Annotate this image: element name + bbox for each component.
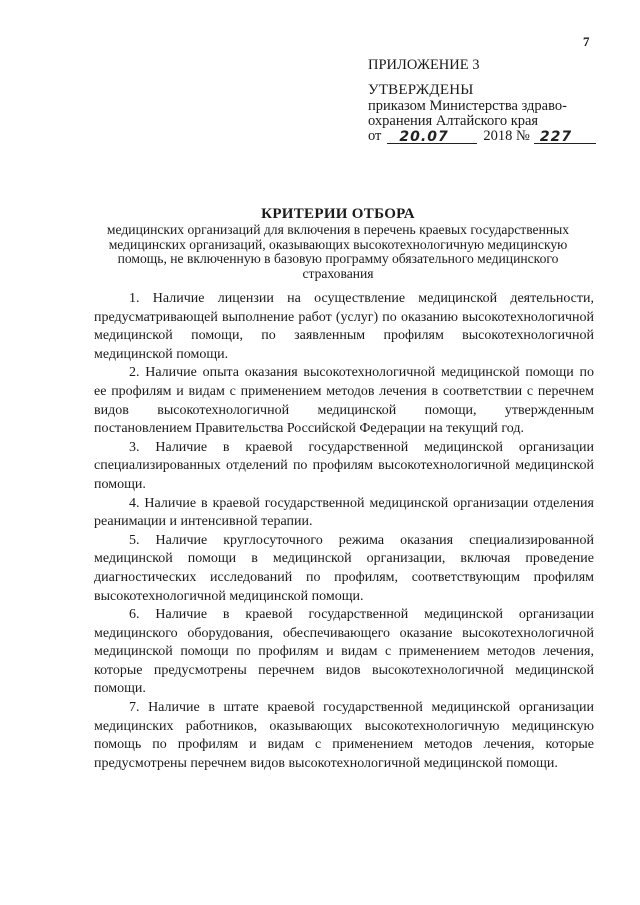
document-subtitle: медицинских организаций для включения в перечень краевых государственных медицинских организаций, оказывающих высокотехнологичную медицинскую помощь, не включенную в базовую программу обязательного медицинского страхования [106, 222, 570, 281]
approval-block [368, 56, 596, 144]
handwritten-date: 20.07 [399, 129, 449, 145]
order-line-2: охранения Алтайского края [368, 113, 539, 129]
date-field [387, 129, 477, 144]
criterion-4: 4. Наличие в краевой государственной медицинской организации отделения реанимации и интенсивной терапии. [94, 495, 594, 530]
document-title: КРИТЕРИИ ОТБОРА [261, 206, 415, 222]
appendix-label: ПРИЛОЖЕНИЕ 3 [368, 57, 480, 73]
order-date-line [368, 129, 596, 144]
handwritten-number: 227 [539, 129, 573, 145]
page-number: 7 [583, 34, 590, 49]
criterion-3: 3. Наличие в краевой государственной медицинской организации специализированных отделений по профилям высокотехнологичной медицинской помощи. [94, 439, 594, 492]
criterion-7: 7. Наличие в штате краевой государственной медицинской организации медицинских работников, оказывающих высокотехнологичную медицинскую помощь по профилям и видам с применением методов лечения, которые предусмотрены перечнем видов высокотехнологичной медицинской помощи. [94, 700, 594, 771]
order-line-1: приказом Министерства здраво- [368, 98, 567, 114]
criteria-list [94, 290, 594, 773]
number-field [534, 129, 596, 144]
criterion-1: 1. Наличие лицензии на осуществление медицинской деятельности, предусматривающей выполнение работ (услуг) по оказанию высокотехнологичной медицинской помощи, по заявленным профилям высокотехнологичной медицинской помощи. [94, 291, 594, 362]
criterion-5: 5. Наличие круглосуточного режима оказания специализированной медицинской помощи в медицинской организации, включая проведение диагностических исследований по профилям, соответствующим профилям высокотехнологичной медицинской помощи. [94, 532, 594, 604]
approved-label: УТВЕРЖДЕНЫ [368, 82, 474, 98]
criterion-2: 2. Наличие опыта оказания высокотехнологичной медицинской помощи по ее профилям и видам с применением методов лечения в соответствии с перечнем видов высокотехнологичной медицинской помощи, утвержденным постановлением Правительства Российской Федерации на текущий год. [94, 365, 594, 437]
criterion-6: 6. Наличие в краевой государственной медицинской организации медицинского оборудования, обеспечивающего оказание высокотехнологичной медицинской помощи по профилям и видам с применением методов лечения, которые предусмотрены перечнем видов высокотехнологичной медицинской помощи. [94, 607, 594, 697]
title-block [90, 205, 586, 281]
from-prefix: от [368, 128, 382, 144]
year-number-text: 2018 № [483, 128, 530, 144]
